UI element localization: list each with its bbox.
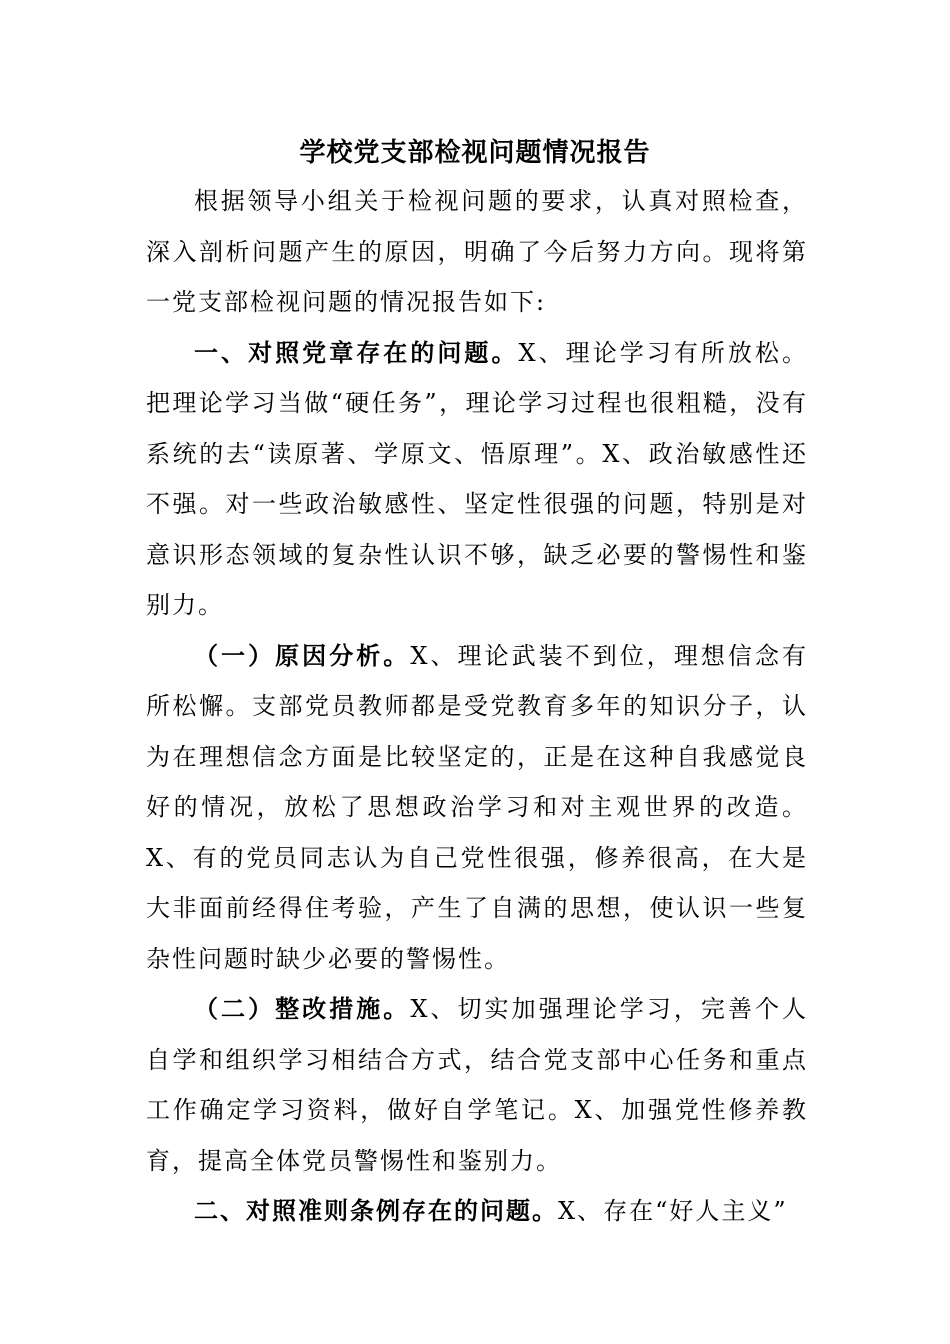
section-two-heading: 二、对照准则条例存在的问题。 xyxy=(194,1196,558,1225)
intro-paragraph xyxy=(146,176,808,328)
document-body xyxy=(146,176,808,1237)
cause-analysis-heading: （一）原因分析。 xyxy=(194,640,411,670)
cause-analysis-paragraph xyxy=(146,631,808,985)
section-two-paragraph xyxy=(146,1186,808,1237)
section-one-heading: 一、对照党章存在的问题。 xyxy=(194,337,519,367)
section-one-paragraph xyxy=(146,328,808,631)
cause-analysis-text: X、理论武装不到位，理想信念有所松懈。支部党员教师都是受党教育多年的知识分子，认为在理想信念方面是比较坚定的，正是在这种自我感觉良好的情况，放松了思想政治学习和对主观世界的改造。X、有的党员同志认为自己党性很强，修养很高，在大是大非面前经得住考验，产生了自满的思想，使认识一些复杂性问题时缺少必要的警惕性。 xyxy=(146,641,809,973)
intro-paragraph-text: 根据领导小组关于检视问题的要求，认真对照检查，深入剖析问题产生的原因，明确了今后努力方向。现将第一党支部检视问题的情况报告如下: xyxy=(146,187,808,316)
rectification-paragraph xyxy=(146,984,808,1186)
rectification-text: X、切实加强理论学习，完善个人自学和组织学习相结合方式，结合党支部中心任务和重点工作确定学习资料，做好自学笔记。X、加强党性修养教育，提高全体党员警惕性和鉴别力。 xyxy=(146,995,809,1175)
rectification-heading: （二）整改措施。 xyxy=(194,994,411,1023)
section-two-text: X、存在“好人主义” xyxy=(558,1197,788,1225)
section-one-text: X、理论学习有所放松。把理论学习当做“硬任务”，理论学习过程也很粗糙，没有系统的去“读原著、学原文、悟原理”。X、政治敏感性还不强。对一些政治敏感性、坚定性很强的问题，特别是对意识形态领域的复杂性认识不够，缺乏必要的警惕性和鉴别力。 xyxy=(146,338,808,619)
document-title: 学校党支部检视问题情况报告 xyxy=(299,138,651,168)
